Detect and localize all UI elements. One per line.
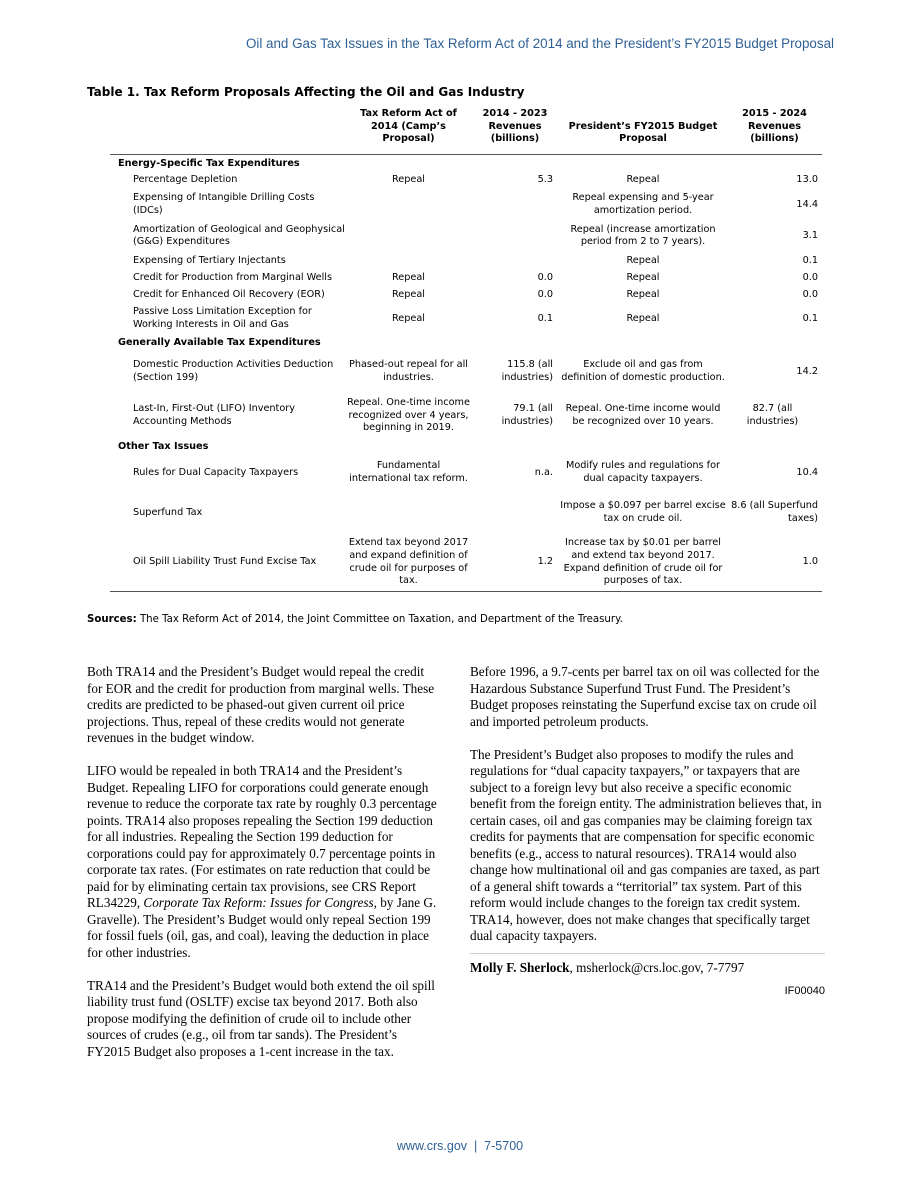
table-row [110,492,822,534]
section-row [110,438,822,454]
row-tra: Repeal [392,289,425,301]
row-item: Percentage Depletion [133,174,238,186]
paragraph-text: LIFO would be repealed in both TRA14 and the President’s Budget. Repealing LIFO for corporations could generate enough revenue to reduce the corporate tax rate by roughly 0.3 percentage points. TRA14 also proposes repealing the Section 199 deduction for all industries. Repealing the Section 199 deduction for corporations could pay for approximately 0.7 percentage points in corporate tax rates. (For estimates on rate reduction that could be paid for by eliminating certain tax provisions, see CRS Report RL34229, [87,763,437,910]
row-item: Credit for Enhanced Oil Recovery (EOR) [133,289,325,301]
table-row [110,534,822,592]
row-item: Expensing of Intangible Drilling Costs (IDCs) [133,192,315,216]
table-row [110,394,822,438]
row-rev2: 0.0 [802,289,818,301]
row-item: Passive Loss Limitation Exception for Working Interests in Oil and Gas [133,306,312,330]
row-tra: Fundamental international tax reform. [349,460,468,484]
row-rev1: 5.3 [537,174,553,186]
row-pres: Increase tax by $0.01 per barrel and extend tax beyond 2017. Expand definition of crude oil for purposes of tax. [563,537,723,587]
row-pres: Impose a $0.097 per barrel excise tax on crude oil. [560,500,726,524]
row-tra: Extend tax beyond 2017 and expand definition of crude oil for purposes of tax. [348,537,469,587]
row-pres: Modify rules and regulations for dual capacity taxpayers. [565,460,721,484]
paragraph: Both TRA14 and the President’s Budget would repeal the credit for EOR and the credit for production from marginal wells. These credits are predicted to be phased-out given current oil price projections. Thus, repeal of these credits would not generate revenues in the budget window. [87,664,435,745]
row-rev1 [471,190,559,220]
header-item [110,108,346,154]
row-rev1: 0.1 [537,312,553,324]
row-item: Credit for Production from Marginal Wells [133,272,333,284]
row-pres: Repeal [626,174,660,186]
row-rev1: 1.2 [537,556,553,568]
row-rev1: 0.0 [537,272,553,284]
row-item: Superfund Tax [133,506,203,518]
table-header-row [110,108,822,154]
row-pres: Repeal. One-time income would be recognized over 10 years. [565,403,721,427]
row-rev2: 14.2 [796,365,818,377]
row-rev2: 10.4 [796,466,818,478]
row-rev1 [471,220,559,253]
row-tra: Repeal [392,174,425,186]
header-rev-2015-2024: 2015 - 2024 Revenues (billions) [742,108,807,145]
header-presidents-budget: President’s FY2015 Budget Proposal [568,120,718,145]
row-tra: Repeal [392,272,425,284]
row-item: Last-In, First-Out (LIFO) Inventory Accounting Methods [133,403,295,427]
row-rev2: 0.0 [802,272,818,284]
row-item: Expensing of Tertiary Injectants [133,255,286,267]
row-rev2: 1.0 [802,556,818,568]
row-tra: Repeal [392,312,425,324]
table-row [110,454,822,492]
table-sources [87,614,623,625]
author-name: Molly F. Sherlock [470,960,570,975]
row-tra [346,190,471,220]
table-row [110,190,822,220]
row-pres: Repeal [626,312,660,324]
paragraph-text: , by Jane G. Gravelle). The President’s Budget would only repeal Section 199 for fossil fuels (oil, gas, and coal), leaving the deduction in place for other industries. [87,895,437,960]
row-item: Rules for Dual Capacity Taxpayers [133,466,299,478]
row-item: Domestic Production Activities Deduction (Section 199) [133,359,334,383]
row-pres: Repeal [626,255,660,267]
author-contact: , msherlock@crs.loc.gov, 7-7797 [569,960,745,975]
page-footer: www.crs.gov | 7-5700 [396,1139,524,1153]
table-row [110,287,822,304]
table-row [110,253,822,270]
header-tra: Tax Reform Act of 2014 (Camp’s Proposal) [360,108,457,145]
row-item: Oil Spill Liability Trust Fund Excise Tax [133,556,317,568]
row-rev1: 0.0 [537,289,553,301]
row-pres: Repeal [626,272,660,284]
header-rev-2014-2023: 2014 - 2023 Revenues (billions) [482,108,548,145]
table-row [110,220,822,253]
tax-proposals-table [110,108,822,592]
section-title: Energy-Specific Tax Expenditures [118,158,300,170]
row-rev1: 79.1 (all industries) [501,403,553,427]
row-rev2: 0.1 [802,255,818,267]
author-line [470,953,825,977]
body-left-column [87,664,442,1077]
section-row [110,334,822,350]
paragraph: Before 1996, a 9.7-cents per barrel tax on oil was collected for the Hazardous Substance Superfund Trust Fund. The President’s Budget proposes reinstating the Superfund excise tax on crude oil and imported petroleum products. [470,664,820,729]
row-rev2: 14.4 [796,198,818,210]
row-tra [346,492,471,534]
row-tra: Repeal. One-time income recognized over 4 years, beginning in 2019. [347,396,470,434]
table-row [110,304,822,334]
row-rev2: 0.1 [802,312,818,324]
report-title: Corporate Tax Reform: Issues for Congress [143,895,374,910]
sources-label: Sources: [87,614,137,625]
row-pres: Exclude oil and gas from definition of domestic production. [561,359,725,383]
section-row [110,154,822,171]
row-pres: Repeal (increase amortization period from 2 to 7 years). [570,223,716,248]
table-row [110,350,822,394]
body-right-column [470,664,825,999]
row-rev1: n.a. [534,466,553,478]
row-pres: Repeal [626,289,660,301]
row-rev1 [471,253,559,270]
paragraph [87,763,442,961]
row-item: Amortization of Geological and Geophysical (G&G) Expenditures [133,223,345,248]
section-title: Other Tax Issues [118,441,209,453]
paragraph: The President’s Budget also proposes to modify the rules and regulations for “dual capacity taxpayers,” or taxpayers that are subject to a foreign levy but also receive a specific economic benefit from the foreign entity. The administration believes that, in certain cases, oil and gas companies may be claiming foreign tax credits for payments that are compensation for specific economic benefits (e.g., access to natural resources). TRA14 would also change how multinational oil and gas companies are taxed, as part of a general shift towards a “territorial” tax system. Part of this reform would include changes to the foreign tax credit system. TRA14, however, does not make changes that specifically target dual capacity taxpayers. [470,746,822,943]
row-rev2: 13.0 [796,174,818,186]
row-pres: Repeal expensing and 5-year amortization period. [572,192,714,216]
row-rev2: 3.1 [802,230,818,242]
row-rev2: 82.7 (all industries) [746,403,799,427]
row-tra [346,253,471,270]
row-rev1 [471,492,559,534]
table-row [110,270,822,287]
table-title: Table 1. Tax Reform Proposals Affecting the Oil and Gas Industry [87,85,525,99]
row-tra [346,220,471,253]
row-tra: Phased-out repeal for all industries. [349,359,468,383]
table-row [110,171,822,190]
row-rev1: 115.8 (all industries) [501,359,553,383]
sources-text: The Tax Reform Act of 2014, the Joint Committee on Taxation, and Department of the Treasury. [139,614,623,625]
row-rev2: 8.6 (all Superfund taxes) [731,500,818,524]
document-id: IF00040 [784,984,825,997]
running-header: Oil and Gas Tax Issues in the Tax Reform Act of 2014 and the President’s FY2015 Budget Proposal [245,36,834,51]
section-title: Generally Available Tax Expenditures [118,337,321,349]
paragraph: TRA14 and the President’s Budget would both extend the oil spill liability trust fund (OSLTF) excise tax beyond 2017. Both also propose modifying the definition of crude oil to include other sources of crudes (e.g., oil from tar sands). The President’s FY2015 Budget also proposes a 1-cent increase in the tax. [87,977,435,1059]
